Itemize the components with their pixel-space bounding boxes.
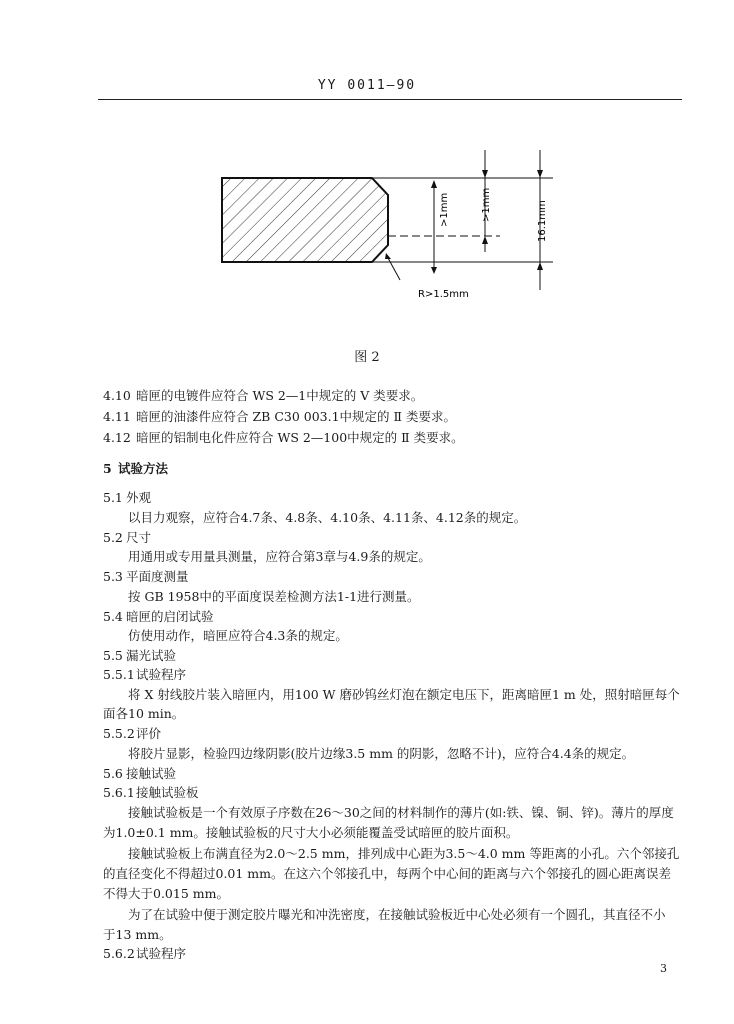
radius-label: R>1.5mm — [418, 289, 469, 300]
text-line: 按 GB 1958中的平面度误差检测方法1-1进行测量。 — [128, 589, 420, 604]
text-line: 5.6.1接触试验板 — [103, 785, 199, 800]
text-line: 4.11 暗匣的油漆件应符合 ZB C30 003.1中规定的 Ⅱ 类要求。 — [103, 409, 456, 424]
text-line: 以目力观察，应符合4.7条、4.8条、4.10条、4.11条、4.12条的规定。 — [128, 510, 527, 525]
page-number: 3 — [660, 962, 667, 975]
standard-code-header: YY 0011—90 — [317, 78, 417, 93]
text-line: 4.10 暗匣的电镀件应符合 WS 2—1中规定的 V 类要求。 — [103, 388, 424, 403]
text-line: 仿使用动作，暗匣应符合4.3条的规定。 — [128, 628, 348, 643]
text-line: 5.1 外观 — [103, 490, 152, 505]
text-line: 接触试验板上布满直径为2.0～2.5 mm，排列成中心距为3.5～4.0 mm 等距离的小孔。六个邻接孔 — [128, 846, 680, 861]
text-line: 5.5 漏光试验 — [103, 648, 177, 663]
hatched-section — [222, 178, 388, 262]
text-line: 4.12 暗匣的铝制电化件应符合 WS 2—100中规定的 Ⅱ 类要求。 — [103, 430, 464, 445]
text-line: 面各10 min。 — [103, 706, 185, 721]
text-line: 于13 mm。 — [103, 927, 172, 942]
text-line: 将胶片显影，检验四边缘阴影(胶片边缘3.5 mm 的阴影，忽略不计)，应符合4.4条的规定。 — [128, 746, 635, 761]
text-line: 5.3 平面度测量 — [103, 569, 189, 584]
text-line: 5.6.2试验程序 — [103, 946, 187, 961]
figure-caption: 图 2 — [354, 350, 380, 365]
figure-2-cross-section-diagram — [0, 140, 734, 320]
text-line: 5.5.2评价 — [103, 726, 162, 741]
text-line: 为了在试验中便于测定胶片曝光和冲洗密度，在接触试验板近中心处必须有一个圆孔，其直径不小 — [128, 907, 666, 922]
dim-label-c: 16.1mm — [537, 200, 548, 242]
text-line: 5.2 尺寸 — [103, 530, 152, 545]
header-rule — [98, 99, 682, 100]
dim-label-a: >1mm — [439, 192, 450, 227]
text-line: 的直径变化不得超过0.01 mm。在这六个邻接孔中，每两个中心间的距离与六个邻接孔的圆心距离误差 — [103, 866, 672, 881]
text-line: 将 X 射线胶片装入暗匣内，用100 W 磨砂钨丝灯泡在额定电压下，距离暗匣1 m 处，照射暗匣每个 — [128, 687, 680, 702]
text-line: 接触试验板是一个有效原子序数在26～30之间的材料制作的薄片(如:铁、镍、铜、锌)。薄片的厚度 — [128, 805, 674, 820]
text-line: 为1.0±0.1 mm。接触试验板的尺寸大小必须能覆盖受试暗匣的胶片面积。 — [103, 825, 519, 840]
text-line: 5.5.1试验程序 — [103, 667, 187, 682]
text-line: 用通用或专用量具测量，应符合第3章与4.9条的规定。 — [128, 549, 431, 564]
text-line: 5.6 接触试验 — [103, 766, 177, 781]
section-heading: 5 试验方法 — [103, 461, 169, 476]
dim-label-b: >1mm — [481, 187, 492, 222]
text-line: 5.4 暗匣的启闭试验 — [103, 609, 214, 624]
text-line: 不得大于0.015 mm。 — [103, 886, 229, 901]
